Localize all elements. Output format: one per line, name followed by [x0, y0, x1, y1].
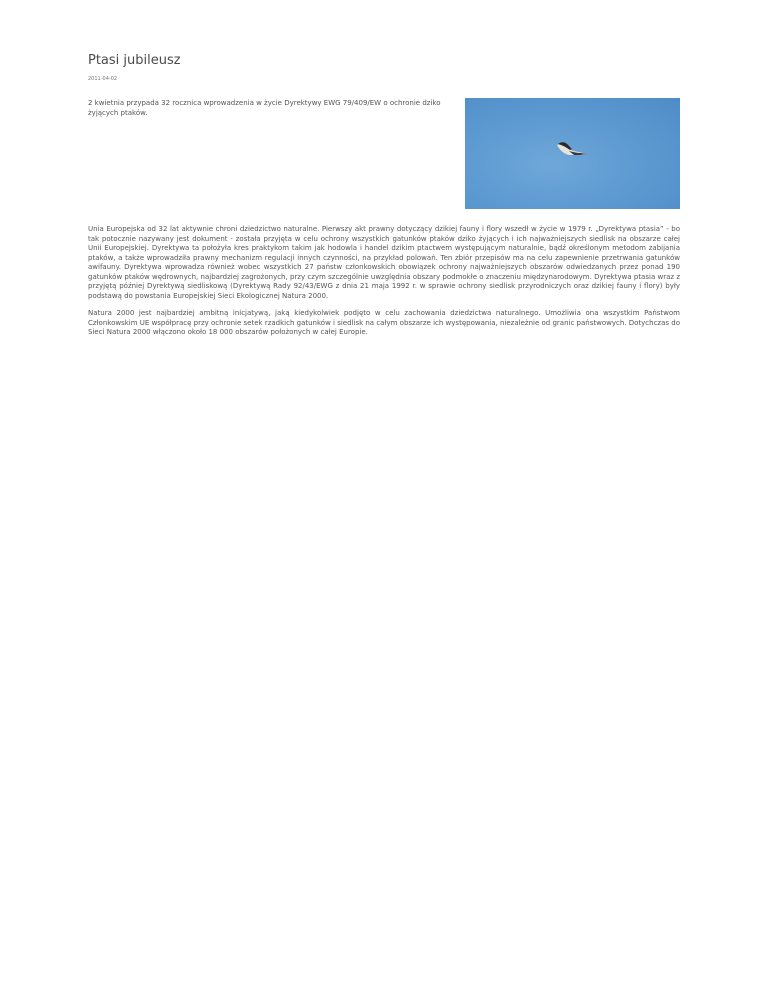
paragraph-natura-2000: Natura 2000 jest najbardziej ambitną inicjatywą, jaką kiedykolwiek podjęto w celu zachowania dziedzictwa naturalnego. Umożliwia ona wszystkim Państwom Członkowskim UE współpracę przy ochronie setek rzadkich gatunków i siedlisk na całym obszarze ich występowania, niezależnie od granic państwowych. Dotychczas do Sieci Natura 2000 włączono około 18 000 obszarów położonych w całej Europie.: [88, 309, 680, 336]
stork-in-flight-icon: [465, 98, 680, 209]
article-date: 2011-04-02: [88, 76, 118, 82]
article: [88, 52, 680, 338]
lead-row: [88, 98, 680, 209]
bird-beak: [583, 153, 587, 155]
bird-photo: [465, 98, 680, 209]
article-title: Ptasi jubileusz: [88, 53, 181, 68]
paragraph-directive: Unia Europejska od 32 lat aktywnie chroni dziedzictwo naturalne. Pierwszy akt prawny dotyczący dzikiej fauny i flory wszedł w życie w 1979 r. „Dyrektywa ptasia” - bo tak potocznie nazywany jest dokument - została przyjęta w celu ochrony wszystkich gatunków ptaków dziko żyjących i ich najważniejszych siedlisk na obszarze całej Unii Europejskiej. Dyrektywa ta położyła kres praktykom takim jak hodowla i handel dzikim ptactwem występującym naturalnie, bądź określonym metodom zabijania ptaków, a także wprowadziła prawny mechanizm regulacji innych czynności, na przykład polowań. Ten zbiór przepisów ma na celu zapewnienie przetrwania gatunków awifauny. Dyrektywa wprowadza również wobec wszystkich 27 państw członkowskich obowiązek ochrony najważniejszych obszarów odwiedzanych przez ponad 190 gatunków ptaków wędrownych, najbardziej zagrożonych, przy czym szczególnie uwzględnia obszary podmokłe o znaczeniu międzynarodowym. Dyrektywa ptasia wraz z przyjętą później Dyrektywą siedliskową (Dyrektywą Rady 92/43/EWG z dnia 21 maja 1992 r. w sprawie ochrony siedlisk przyrodniczych oraz dzikiej fauny i flory) były podstawą do powstania Europejskiej Sieci Ekologicznej Natura 2000.: [88, 225, 680, 300]
article-lead: 2 kwietnia przypada 32 rocznica wprowadzenia w życie Dyrektywy EWG 79/409/EW o ochronie dziko żyjących ptaków.: [88, 99, 441, 117]
